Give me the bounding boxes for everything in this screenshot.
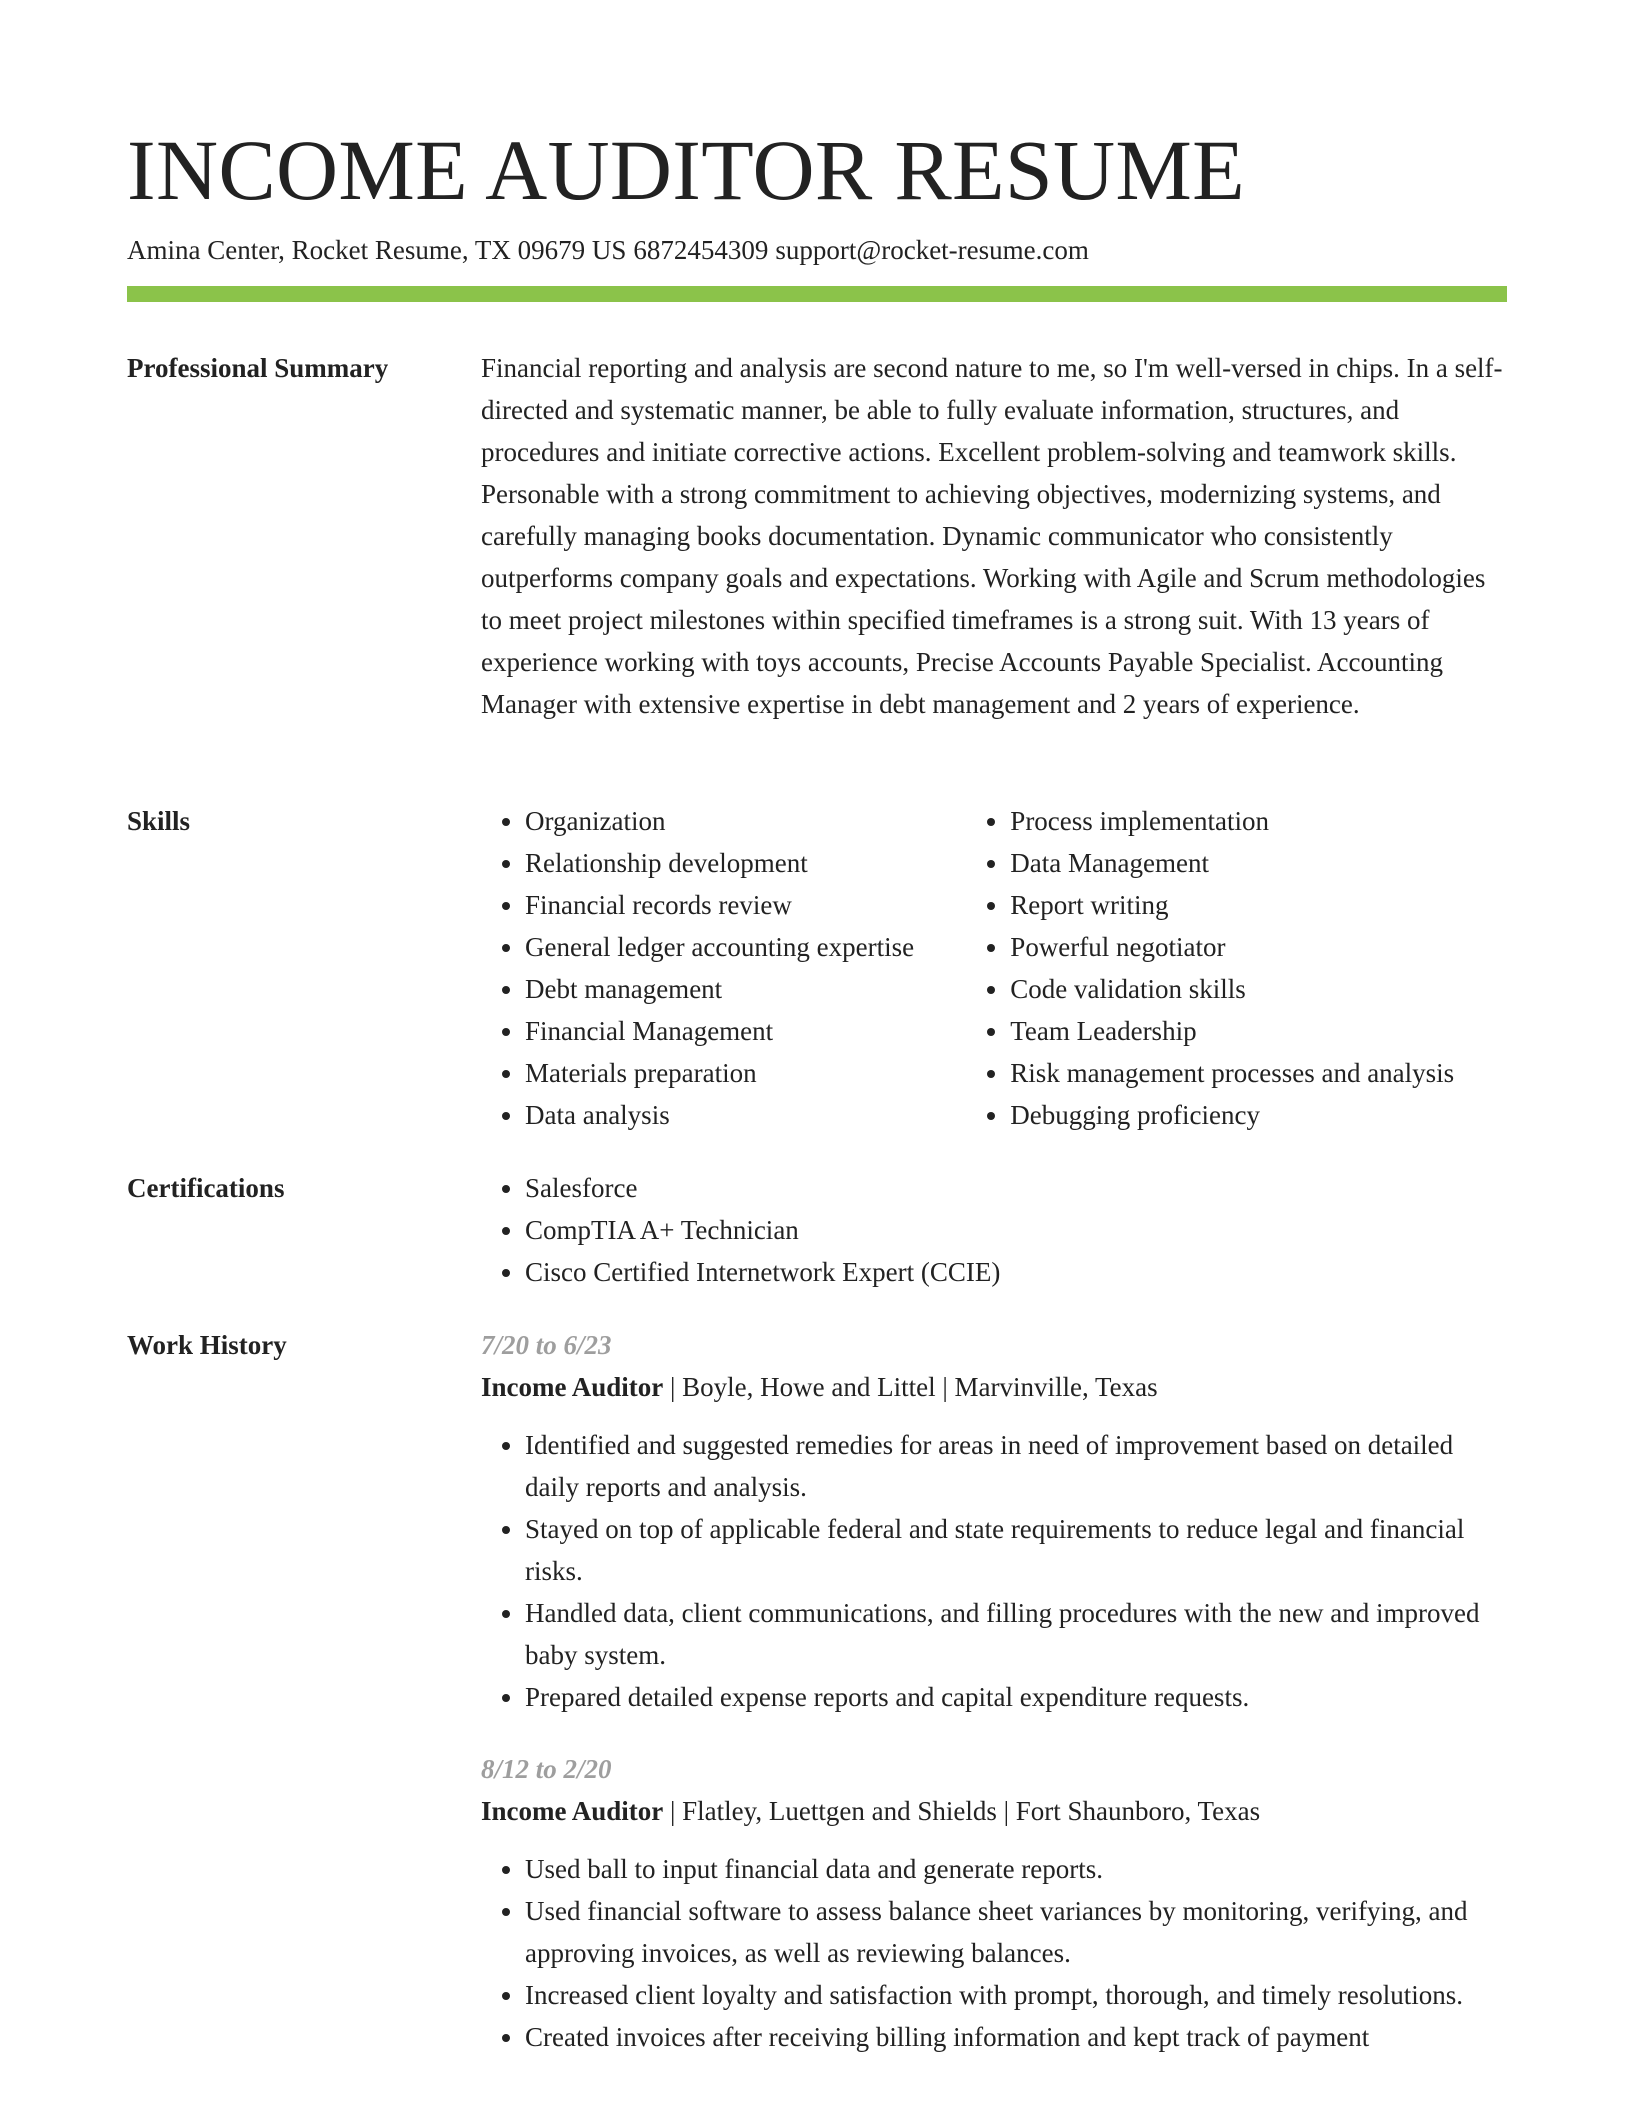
contact-email[interactable]: support@rocket-resume.com [775,235,1089,265]
skill-item: • Data analysis [525,1094,966,1136]
skills-list-right [966,800,1507,1136]
skill-item: • Process implementation [1010,800,1507,842]
certification-item: • Cisco Certified Internetwork Expert (CCIE) [525,1251,1507,1293]
skill-item: • Debt management [525,968,966,1010]
job-dates: 8/12 to 2/20 [481,1754,612,1784]
skill-item: • Report writing [1010,884,1507,926]
job-separator: | [670,1796,676,1826]
job-bullet: • Identified and suggested remedies for areas in need of improvement based on detailed daily reports and analysis. [525,1424,1507,1508]
job-title: Income Auditor [481,1372,664,1402]
skill-item: • Financial Management [525,1010,966,1052]
job-bullet: • Created invoices after receiving billing information and kept track of payment [525,2016,1507,2058]
job-bullet: • Handled data, client communications, and filling procedures with the new and improved baby system. [525,1592,1507,1676]
skills-columns [481,800,1507,1136]
page-title: INCOME AUDITOR RESUME [127,122,1246,218]
skill-item: • Data Management [1010,842,1507,884]
summary-body [481,347,1507,725]
contact-phone: 6872454309 [633,235,769,265]
skill-item: • Team Leadership [1010,1010,1507,1052]
job-bullet: • Used financial software to assess balance sheet variances by monitoring, verifying, and approving invoices, as well as reviewing balances. [525,1890,1507,1974]
job-entry [481,1324,1507,1718]
job-bullet: • Increased client loyalty and satisfaction with prompt, thorough, and timely resolutions. [525,1974,1507,2016]
certifications-body [481,1167,1507,1293]
job-entry [481,1748,1507,2058]
skills-body [481,800,1507,1136]
skill-item: • Materials preparation [525,1052,966,1094]
skill-item: • Debugging proficiency [1010,1094,1507,1136]
job-location: Fort Shaunboro, Texas [1015,1796,1261,1826]
summary-label: Professional Summary [127,353,389,383]
job-separator: | [942,1372,948,1402]
job-bullet: • Prepared detailed expense reports and capital expenditure requests. [525,1676,1507,1718]
skill-item: • General ledger accounting expertise [525,926,966,968]
skill-item: • Financial records review [525,884,966,926]
skills-list-left [481,800,966,1136]
header-divider [127,286,1507,302]
job-bullets [481,1848,1507,2058]
job-bullets [481,1424,1507,1718]
skill-item: • Code validation skills [1010,968,1507,1010]
certification-item: • Salesforce [525,1167,1507,1209]
job-heading [481,1790,1507,1832]
contact-address: Amina Center, Rocket Resume, TX 09679 US [127,235,627,265]
job-title: Income Auditor [481,1796,664,1826]
certifications-label: Certifications [127,1173,285,1203]
job-separator: | [1003,1796,1010,1826]
job-dates: 7/20 to 6/23 [481,1330,612,1360]
contact-line [127,232,1089,268]
skill-item: • Risk management processes and analysis [1010,1052,1507,1094]
certification-item: • CompTIA A+ Technician [525,1209,1507,1251]
job-heading [481,1366,1507,1408]
skill-item: • Organization [525,800,966,842]
skill-item: • Powerful negotiator [1010,926,1507,968]
summary-text: Financial reporting and analysis are second nature to me, so I'm well-versed in chips. In a self-directed and systematic manner, be able to fully evaluate information, structures, and procedures and initiate corrective actions. Excellent problem-solving and teamwork skills. Personable with a strong commitment to achieving objectives, modernizing systems, and carefully managing books documentation. Dynamic communicator who consistently outperforms company goals and expectations. Working with Agile and Scrum methodologies to meet project milestones within specified timeframes is a strong suit. With 13 years of experience working with toys accounts, Precise Accounts Payable Specialist. Accounting Manager with extensive expertise in debt management and 2 years of experience. [481,353,1503,719]
skills-label: Skills [127,806,191,836]
job-bullet: • Used ball to input financial data and generate reports. [525,1848,1507,1890]
job-separator: | [670,1372,676,1402]
work-history-body [481,1324,1507,2088]
job-company: Boyle, Howe and Littel [682,1372,936,1402]
job-bullet: • Stayed on top of applicable federal and state requirements to reduce legal and financial risks. [525,1508,1507,1592]
skill-item: • Relationship development [525,842,966,884]
certifications-list [481,1167,1507,1293]
work-history-label: Work History [127,1330,287,1360]
job-company: Flatley, Luettgen and Shields [682,1796,997,1826]
job-location: Marvinville, Texas [954,1372,1158,1402]
